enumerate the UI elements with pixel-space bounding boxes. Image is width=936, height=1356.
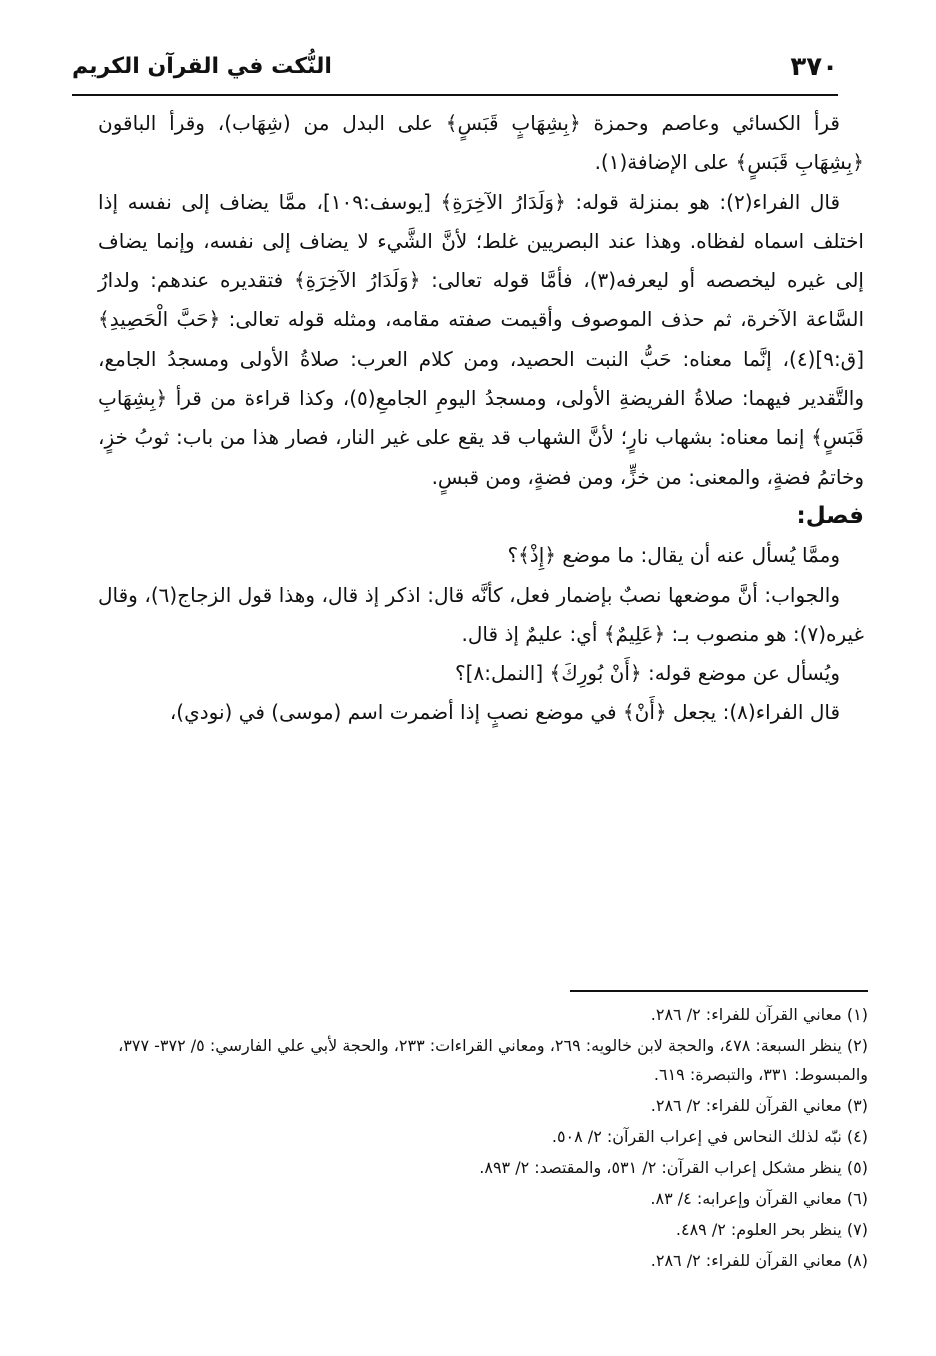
footnote: (٥) ينظر مشكل إعراب القرآن: ٢/ ٥٣١، والمقتصد: ٢/ ٨٩٣.	[479, 1158, 868, 1177]
footnote: (٣) معاني القرآن للفراء: ٢/ ٢٨٦.	[650, 1096, 868, 1115]
page-number: ٣٧٠	[790, 52, 838, 82]
paragraph: وممَّا يُسأل عنه أن يقال: ما موضع ﴿إِذْ﴾؟	[507, 543, 840, 568]
footnote: (٧) ينظر بحر العلوم: ٢/ ٤٨٩.	[675, 1220, 868, 1239]
footnote: (٤) نبّه لذلك النحاس في إعراب القرآن: ٢/ ٥٠٨.	[551, 1127, 868, 1146]
section-heading: فصل:	[796, 502, 864, 529]
paragraph: قال الفراء(٨): يجعل ﴿أَنْ﴾ في موضع نصبٍ إذا أضمرت اسم (موسى) في (نودي)،	[169, 700, 840, 725]
paragraph: ويُسأل عن موضع قوله: ﴿أَنْ بُورِكَ﴾ [النمل:٨]؟	[455, 661, 840, 686]
footnote: (١) معاني القرآن للفراء: ٢/ ٢٨٦.	[650, 1005, 868, 1024]
page-header	[72, 44, 838, 96]
main-text	[98, 104, 864, 733]
footnote: (٢) ينظر السبعة: ٤٧٨، والحجة لابن خالويه: ٢٦٩، ومعاني القراءات: ٢٣٣، والحجة لأبي علي الفارسي: ٥/ ٣٧٢- ٣٧٧، والمبسوط: ٣٣١، والتبصرة: ٦١٩.	[118, 1036, 868, 1084]
footnote-divider	[570, 990, 868, 992]
paragraph: والجواب: أنَّ موضعها نصبٌ بإضمار فعل، كأنَّه قال: اذكر إذ قال، وهذا قول الزجاج(٦)، وقال غيره(٧): هو منصوب بـ: ﴿عَلِيمٌ﴾ أي: عليمٌ إذ قال.	[98, 582, 864, 646]
book-title: النُّكت في القرآن الكريم	[72, 54, 332, 79]
footnote: (٦) معاني القرآن وإعرابه: ٤/ ٨٣.	[650, 1189, 868, 1208]
paragraph: قال الفراء(٢): هو بمنزلة قوله: ﴿وَلَدَارُ الآخِرَةِ﴾ [يوسف:١٠٩]، ممَّا يضاف إلى نفسه إذا اختلف اسماه لفظاه. وهذا عند البصريين غلط؛ لأنَّ الشَّيء لا يضاف إلى نفسه، وإنما يضاف إلى غيره ليخصصه أو ليعرفه(٣)، فأمَّا قوله تعالى: ﴿وَلَدَارُ الآخِرَةِ﴾ فتقديره عندهم: ولدارُ السَّاعة الآخرة، ثم حذف الموصوف وأقيمت صفته مقامه، ومثله قوله تعالى: ﴿حَبَّ الْحَصِيدِ﴾ [ق:٩](٤)، إنَّما معناه: حَبُّ النبت الحصيد، ومن كلام العرب: صلاةُ الأولى ومسجدُ الجامع، والتَّقدير فيهما: صلاةُ الفريضةِ الأولى، ومسجدُ اليومِ الجامعِ(٥)، وكذا قراءة من قرأ ﴿بِشِهَابِ قَبَسٍ﴾ إنما معناه: بشهاب نارٍ؛ لأنَّ الشهاب قد يقع على غير النار، فصار هذا من باب: ثوبُ خزٍ، وخاتمُ فضةٍ، والمعنى: من خزٍّ، ومن فضةٍ، ومن قبسٍ.	[98, 189, 865, 489]
footnotes	[98, 1000, 868, 1277]
footnote: (٨) معاني القرآن للفراء: ٢/ ٢٨٦.	[650, 1251, 868, 1270]
paragraph: قرأ الكسائي وعاصم وحمزة ﴿بِشِهَابٍ قَبَسٍ﴾ على البدل من (شِهَاب)، وقرأ الباقون ﴿بِشِهَابِ قَبَسٍ﴾ على الإضافة(١).	[98, 111, 864, 175]
